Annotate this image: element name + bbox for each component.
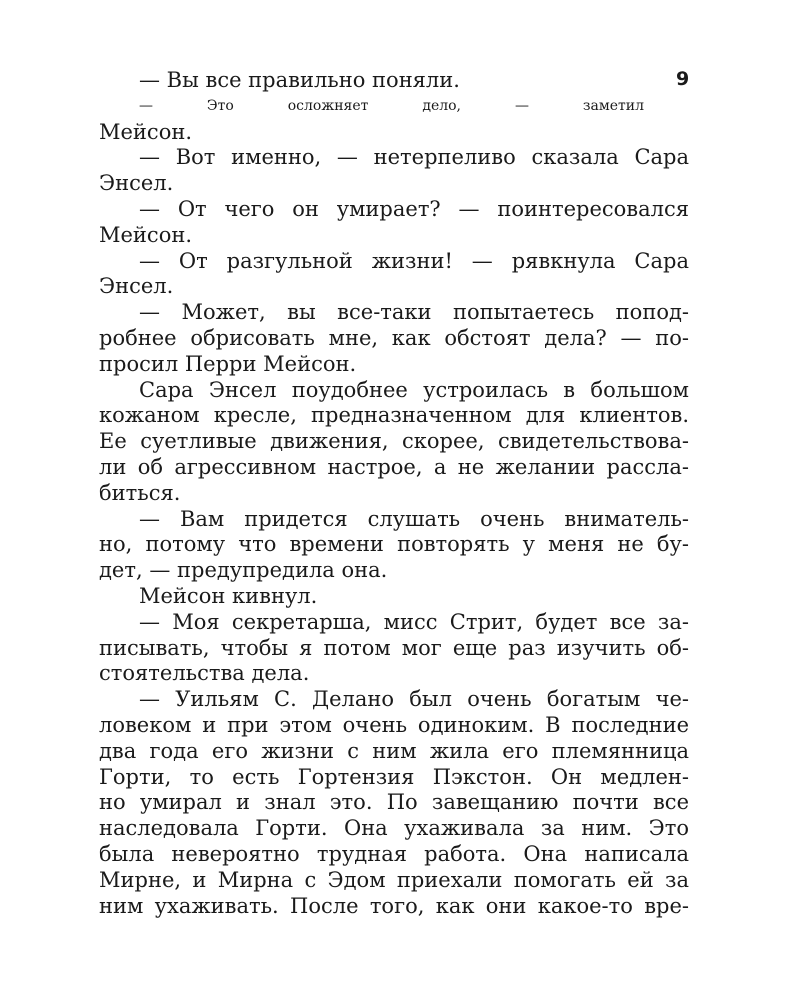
text-line: ловеком и при этом очень одиноким. В последние — [99, 712, 689, 737]
text-line: — От разгульной жизни! — рявкнула Сара — [139, 248, 689, 273]
text-line: — Это осложняет дело, — заметил — [139, 97, 644, 114]
text-line: робнее обрисовать мне, как обстоят дела? — по- — [99, 325, 689, 350]
text-line: Энсел. — [99, 171, 174, 196]
text-line: Мейсон. — [99, 222, 193, 247]
text-line: — Вы все правильно поняли. — [139, 68, 460, 92]
text-line: два года его жизни с ним жила его племянница — [99, 738, 689, 763]
body-text — [99, 68, 689, 919]
text-line: Энсел. — [99, 274, 174, 299]
text-line: — Вот именно, — нетерпеливо сказала Сара — [139, 145, 689, 170]
text-line: писывать, чтобы я потом мог еще раз изучить об- — [99, 635, 689, 660]
text-line: Сара Энсел поудобнее устроилась в большом — [139, 377, 689, 402]
text-line: стоятельства дела. — [99, 661, 310, 686]
text-line: наследовала Горти. Она ухаживала за ним. Это — [99, 816, 689, 841]
text-line: Горти, то есть Гортензия Пэкстон. Он медлен- — [99, 764, 689, 789]
text-line: была невероятно трудная работа. Она написала — [99, 841, 689, 866]
text-line: — Моя секретарша, мисс Стрит, будет все за- — [139, 609, 689, 634]
text-line: ли об агрессивном настрое, а не желании рассла- — [99, 454, 689, 479]
text-line: ним ухаживать. После того, как они какое-то вре- — [99, 893, 689, 918]
text-line: но умирал и знал это. По завещанию почти все — [99, 790, 689, 815]
text-line: просил Перри Мейсон. — [99, 351, 357, 376]
text-line: дет, — предупредила она. — [99, 558, 388, 583]
text-line: — Может, вы все-таки попытаетесь попод- — [139, 300, 689, 325]
text-line: — Вам придется слушать очень вниматель- — [139, 506, 689, 531]
text-line: кожаном кресле, предназначенном для клиентов. — [99, 403, 689, 428]
text-line: Ее суетливые движения, скорее, свидетельствова- — [99, 429, 689, 454]
text-line: Мирне, и Мирна с Эдом приехали помогать ей за — [99, 867, 689, 892]
text-line: — От чего он умирает? — поинтересовался — [139, 196, 689, 221]
text-line: биться. — [99, 480, 181, 505]
text-line: Мейсон кивнул. — [139, 583, 318, 608]
text-line: — Уильям С. Делано был очень богатым че- — [139, 687, 689, 712]
page-number: 9 — [676, 68, 690, 90]
text-line: но, потому что времени повторять у меня не бу- — [99, 532, 689, 557]
text-line: Мейсон. — [99, 119, 193, 144]
